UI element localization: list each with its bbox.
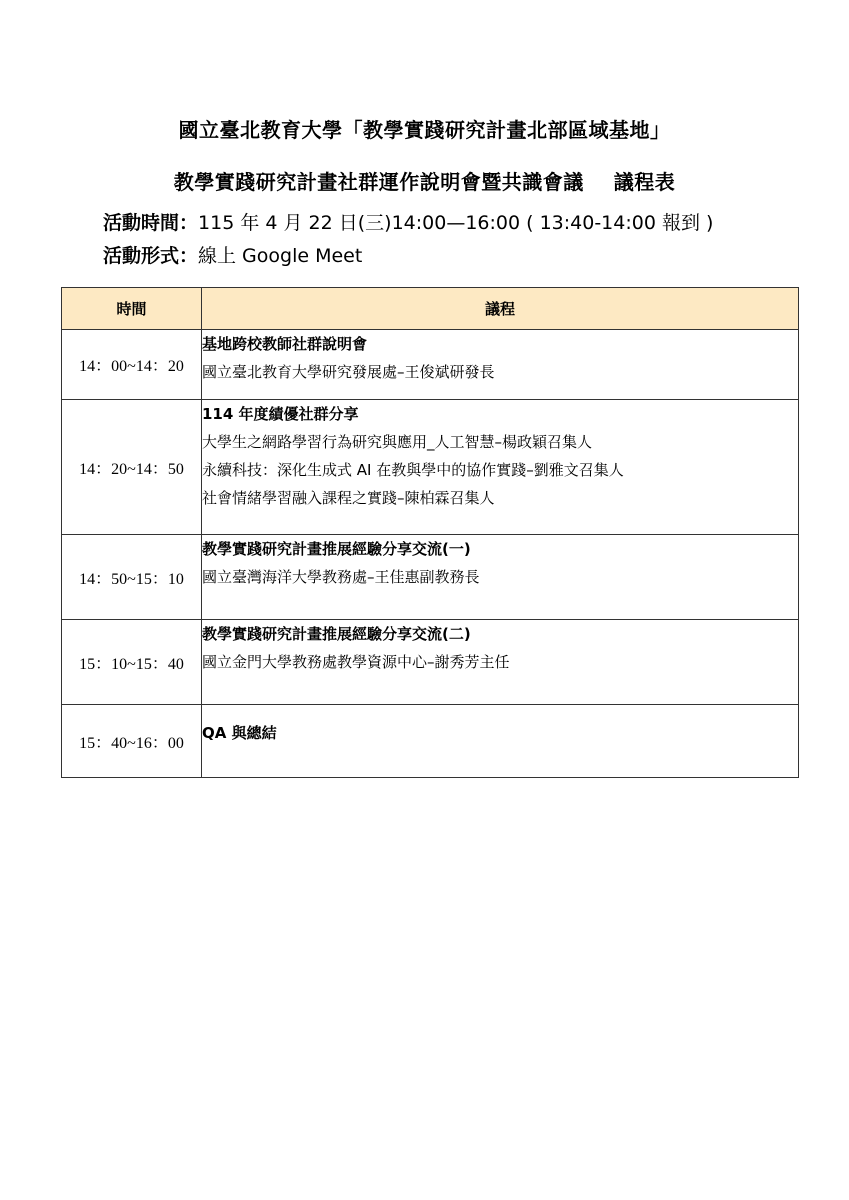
session-title: 教學實踐研究計畫推展經驗分享交流(二) xyxy=(202,625,471,643)
session-detail: 大學生之網路學習行為研究與應用_人工智慧–楊政穎召集人 xyxy=(202,433,593,451)
table-header-row xyxy=(62,288,799,330)
event-format-value: 線上 Google Meet xyxy=(198,245,363,267)
row-time: 14：00~14：20 xyxy=(62,330,202,400)
row-time: 15：40~16：00 xyxy=(62,705,202,778)
session-title: QA 與總結 xyxy=(202,724,277,742)
table-row xyxy=(62,400,799,535)
session-detail: 社會情緒學習融入課程之實踐–陳柏霖召集人 xyxy=(202,489,495,507)
session-detail: 國立金門大學教務處教學資源中心–謝秀芳主任 xyxy=(202,653,510,671)
event-time xyxy=(103,208,713,235)
session-detail: 國立臺灣海洋大學教務處–王佳惠副教務長 xyxy=(202,568,480,586)
event-title xyxy=(0,166,849,195)
event-format xyxy=(103,241,362,268)
row-agenda xyxy=(202,705,799,778)
document-title: 國立臺北教育大學「教學實踐研究計畫北部區域基地」 xyxy=(178,118,671,142)
header-agenda: 議程 xyxy=(202,288,799,330)
session-detail: 國立臺北教育大學研究發展處–王俊斌研發長 xyxy=(202,363,495,381)
table-row xyxy=(62,535,799,620)
event-title-suffix: 議程表 xyxy=(613,170,676,194)
session-title: 教學實踐研究計畫推展經驗分享交流(一) xyxy=(202,540,471,558)
table-row xyxy=(62,330,799,400)
agenda-table xyxy=(61,287,799,778)
row-time: 14：20~14：50 xyxy=(62,400,202,535)
row-agenda xyxy=(202,535,799,620)
event-title-main: 教學實踐研究計畫社群運作說明會暨共識會議 xyxy=(173,170,584,194)
row-agenda xyxy=(202,400,799,535)
table-row xyxy=(62,705,799,778)
table-row xyxy=(62,620,799,705)
header-time: 時間 xyxy=(62,288,202,330)
row-time: 14：50~15：10 xyxy=(62,535,202,620)
event-time-label: 活動時間： xyxy=(103,212,199,234)
session-title: 114 年度績優社群分享 xyxy=(202,405,359,423)
row-agenda xyxy=(202,620,799,705)
session-title: 基地跨校教師社群說明會 xyxy=(202,335,368,353)
event-format-label: 活動形式： xyxy=(103,245,199,267)
session-detail: 永續科技：深化生成式 AI 在教與學中的協作實踐–劉雅文召集人 xyxy=(202,461,624,479)
event-time-value: 115 年 4 月 22 日(三)14:00—16:00 ( 13:40-14:00 報到 ) xyxy=(198,212,714,234)
row-time: 15：10~15：40 xyxy=(62,620,202,705)
row-agenda xyxy=(202,330,799,400)
